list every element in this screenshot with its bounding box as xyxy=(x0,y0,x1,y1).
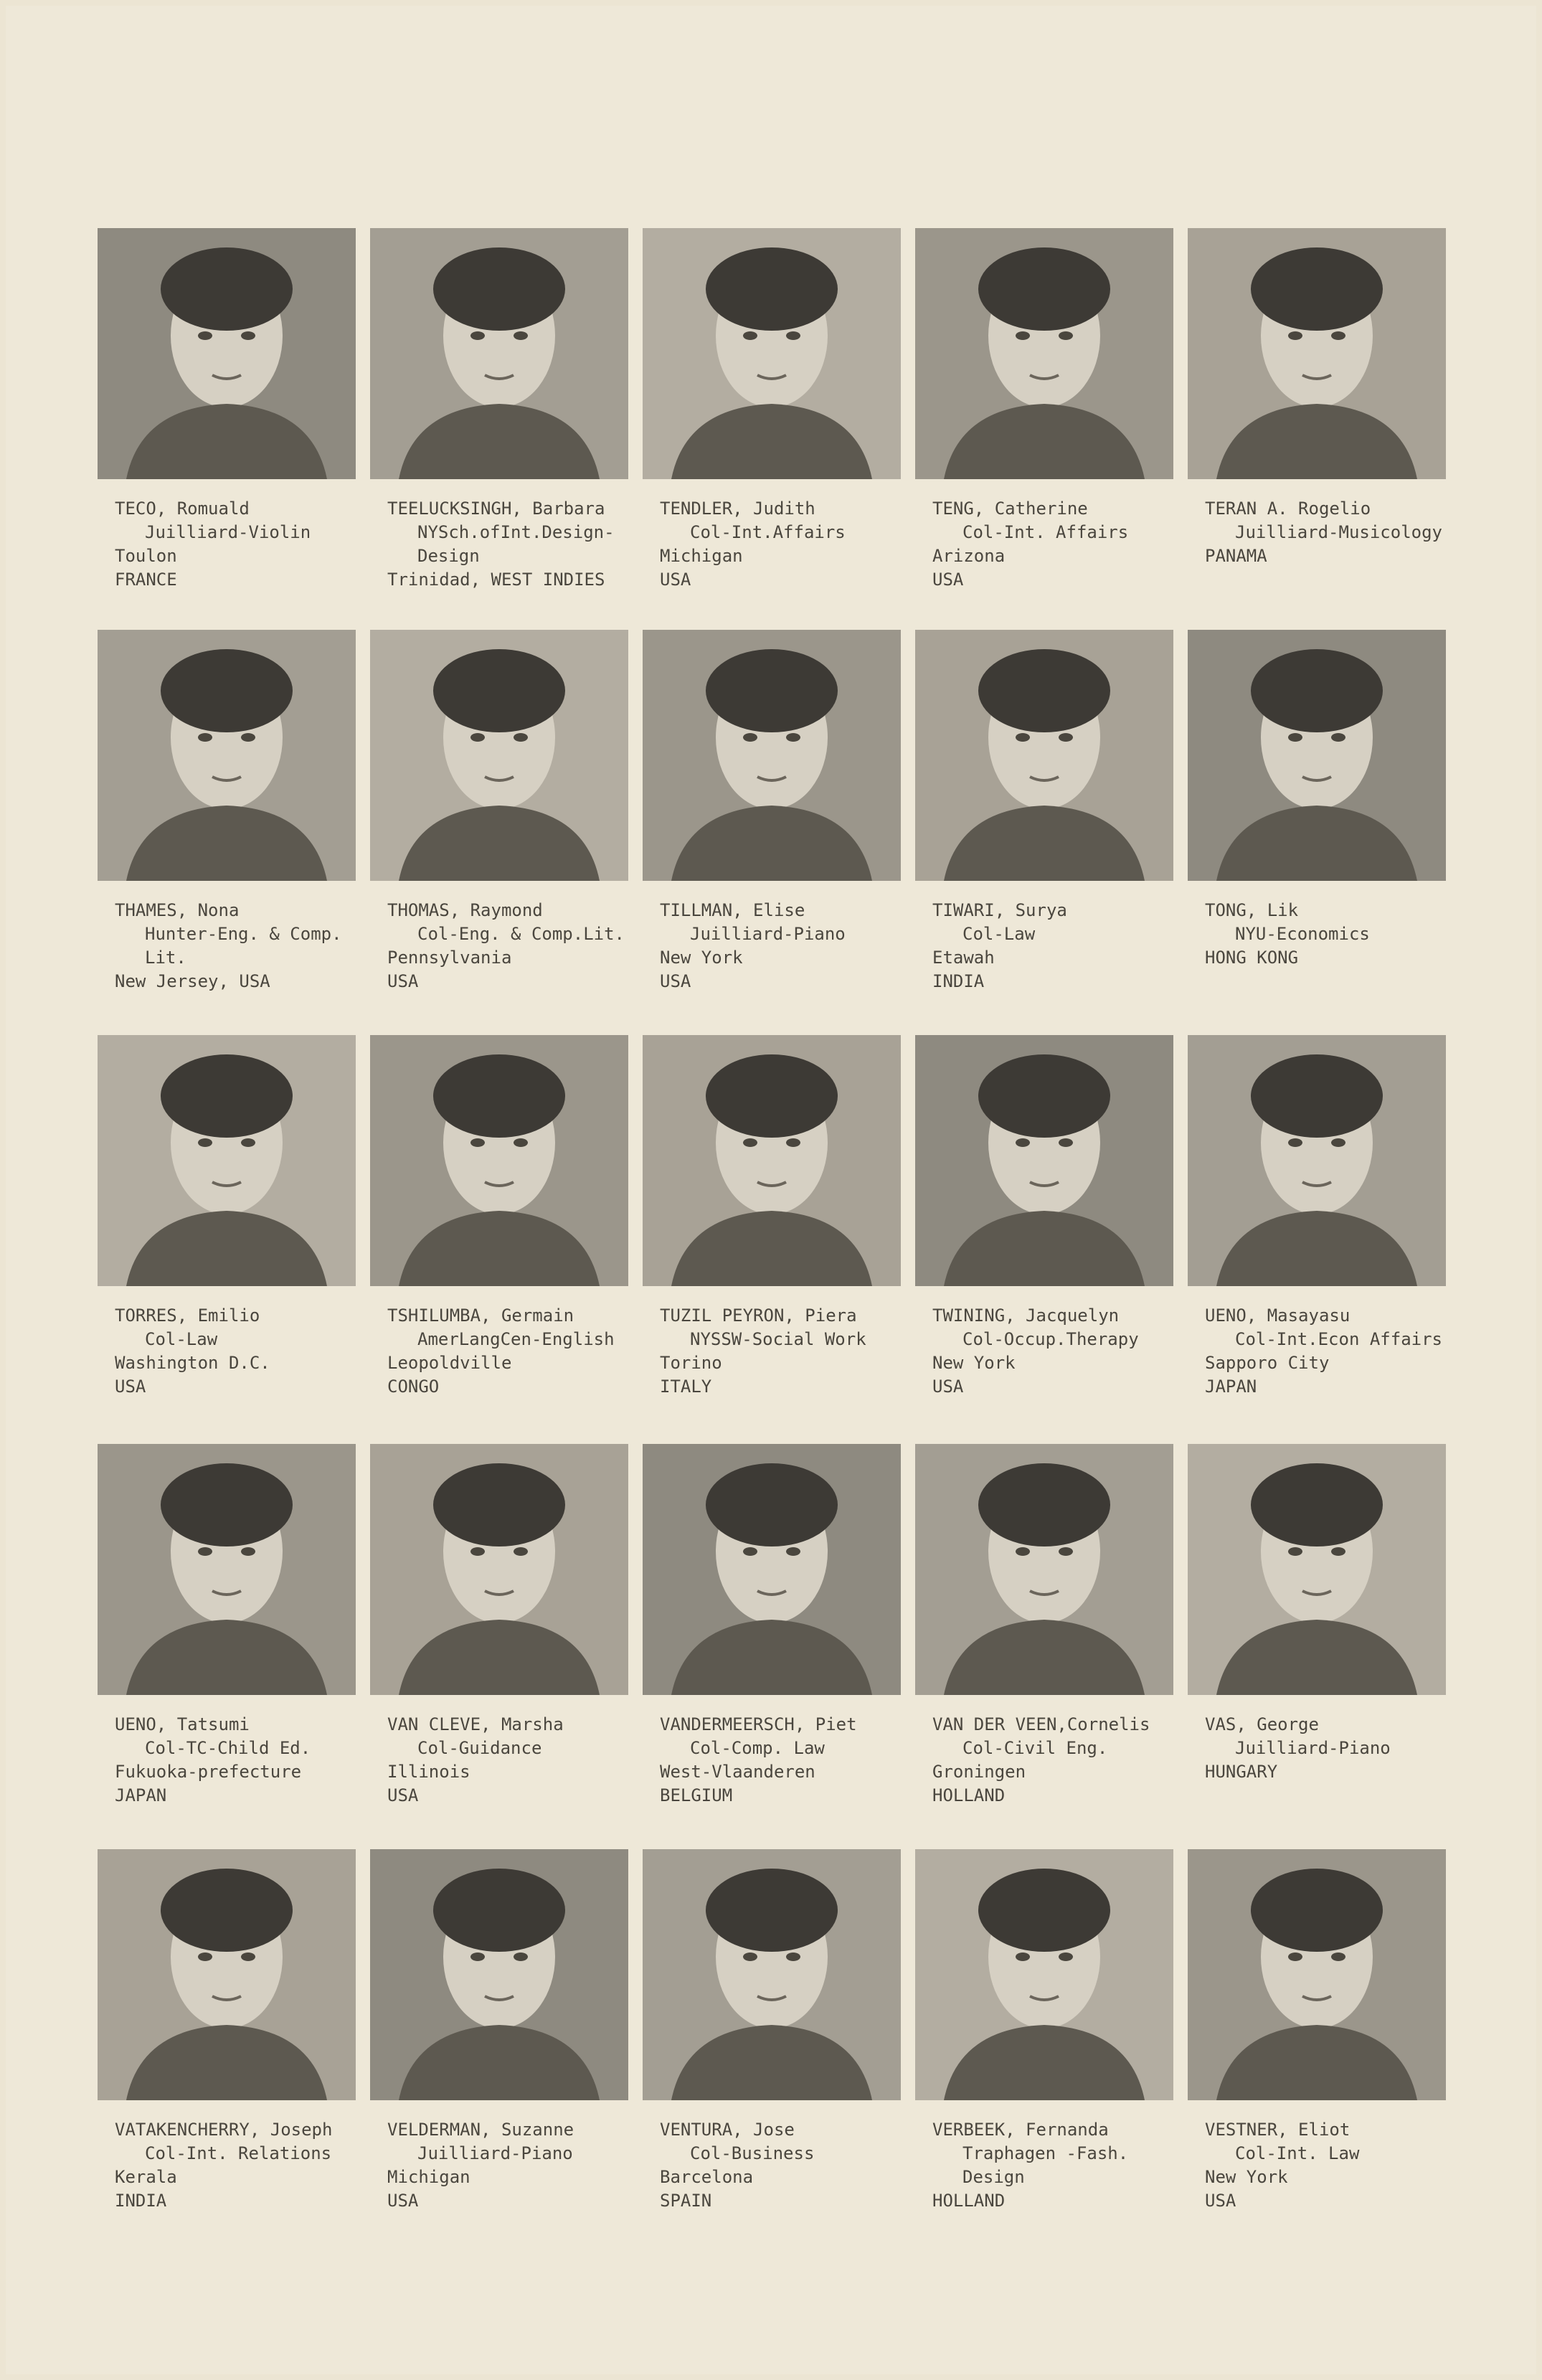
student-entry xyxy=(1188,1444,1446,1846)
portrait-photo xyxy=(915,1444,1173,1695)
student-caption xyxy=(660,1713,907,1808)
student-program: Hunter-Eng. & Comp. xyxy=(145,924,342,944)
student-program: Juilliard-Violin xyxy=(145,522,311,542)
yearbook-page xyxy=(6,6,1536,2374)
student-name: VENTURA, Jose xyxy=(660,2120,795,2140)
student-entry xyxy=(98,630,356,1031)
student-entry xyxy=(915,1444,1173,1846)
student-caption xyxy=(387,497,635,592)
student-caption xyxy=(115,1713,362,1808)
student-country: USA xyxy=(387,971,419,991)
student-caption xyxy=(1205,1713,1452,1784)
student-entry xyxy=(643,1849,901,2251)
student-name: TENG, Catherine xyxy=(932,499,1088,519)
student-entry xyxy=(370,1849,628,2251)
student-country: BELGIUM xyxy=(660,1785,733,1805)
student-caption xyxy=(660,899,907,993)
student-hometown: Kerala xyxy=(115,2167,177,2187)
student-program-cont: Lit. xyxy=(145,948,186,968)
student-name: VERBEEK, Fernanda xyxy=(932,2120,1109,2140)
portrait-photo xyxy=(915,1035,1173,1286)
portrait-photo xyxy=(643,1849,901,2100)
portrait-photo xyxy=(370,1035,628,1286)
portrait-photo xyxy=(1188,1849,1446,2100)
student-hometown: Michigan xyxy=(387,2167,470,2187)
student-hometown: Washington D.C. xyxy=(115,1353,270,1373)
student-name: TENDLER, Judith xyxy=(660,499,815,519)
student-name: VAS, George xyxy=(1205,1714,1319,1734)
portrait-photo xyxy=(643,1035,901,1286)
student-name: VANDERMEERSCH, Piet xyxy=(660,1714,857,1734)
student-entry xyxy=(915,630,1173,1031)
student-caption xyxy=(1205,497,1452,568)
student-program: Col-Eng. & Comp.Lit. xyxy=(417,924,625,944)
student-hometown: New York xyxy=(660,948,743,968)
student-country: CONGO xyxy=(387,1376,440,1397)
student-entry xyxy=(1188,1035,1446,1437)
student-name: TUZIL PEYRON, Piera xyxy=(660,1305,857,1326)
student-caption xyxy=(115,899,362,993)
student-entry xyxy=(98,1444,356,1846)
portrait-photo xyxy=(1188,1035,1446,1286)
student-hometown: Barcelona xyxy=(660,2167,754,2187)
portrait-photo xyxy=(915,1849,1173,2100)
student-hometown: Trinidad, WEST INDIES xyxy=(387,570,605,590)
student-program: Col-Law xyxy=(145,1329,218,1349)
student-name: TILLMAN, Elise xyxy=(660,900,805,920)
student-name: TONG, Lik xyxy=(1205,900,1299,920)
student-program: Col-Int.Affairs xyxy=(690,522,846,542)
student-program: NYU-Economics xyxy=(1235,924,1370,944)
student-hometown: Toulon xyxy=(115,546,177,566)
student-caption xyxy=(932,497,1180,592)
student-entry xyxy=(643,1444,901,1846)
student-country: USA xyxy=(1205,2191,1236,2211)
portrait-row xyxy=(98,228,1460,630)
student-program: Col-Occup.Therapy xyxy=(962,1329,1139,1349)
student-name: VAN CLEVE, Marsha xyxy=(387,1714,564,1734)
student-hometown: New York xyxy=(932,1353,1016,1373)
student-program: Col-Int. Affairs xyxy=(962,522,1129,542)
portrait-photo xyxy=(98,1849,356,2100)
student-hometown: New York xyxy=(1205,2167,1288,2187)
student-country: HUNGARY xyxy=(1205,1762,1278,1782)
student-name: VAN DER VEEN,Cornelis xyxy=(932,1714,1150,1734)
student-program: Col-Int.Econ Affairs xyxy=(1235,1329,1442,1349)
portrait-photo xyxy=(643,630,901,881)
portrait-photo xyxy=(370,1849,628,2100)
student-caption xyxy=(115,497,362,592)
student-country: INDIA xyxy=(932,971,985,991)
student-program-cont: Design xyxy=(962,2167,1025,2187)
student-program: Traphagen -Fash. xyxy=(962,2143,1129,2163)
student-country: ITALY xyxy=(660,1376,712,1397)
student-caption xyxy=(932,1304,1180,1399)
student-program: Col-Int. Law xyxy=(1235,2143,1360,2163)
student-program-cont: Design xyxy=(417,546,480,566)
student-country: HOLLAND xyxy=(932,1785,1006,1805)
student-country: FRANCE xyxy=(115,570,177,590)
portrait-photo xyxy=(1188,630,1446,881)
student-caption xyxy=(387,1713,635,1808)
student-caption xyxy=(660,497,907,592)
student-entry xyxy=(370,1035,628,1437)
student-entry xyxy=(915,1035,1173,1437)
student-program: Col-Int. Relations xyxy=(145,2143,332,2163)
portrait-photo xyxy=(98,630,356,881)
student-caption xyxy=(387,899,635,993)
portrait-grid xyxy=(98,228,1460,2237)
student-caption xyxy=(115,2118,362,2213)
student-caption xyxy=(660,2118,907,2213)
student-entry xyxy=(643,228,901,630)
student-program: Juilliard-Musicology xyxy=(1235,522,1442,542)
student-name: TECO, Romuald xyxy=(115,499,250,519)
student-entry xyxy=(915,228,1173,630)
portrait-photo xyxy=(98,228,356,479)
student-program: Col-Business xyxy=(690,2143,815,2163)
student-name: UENO, Tatsumi xyxy=(115,1714,250,1734)
student-country: JAPAN xyxy=(1205,1376,1257,1397)
student-caption xyxy=(932,2118,1180,2213)
student-entry xyxy=(643,1035,901,1437)
student-name: THOMAS, Raymond xyxy=(387,900,543,920)
student-name: VELDERMAN, Suzanne xyxy=(387,2120,574,2140)
student-entry xyxy=(643,630,901,1031)
student-hometown: Etawah xyxy=(932,948,995,968)
student-country: JAPAN xyxy=(115,1785,167,1805)
student-country: USA xyxy=(387,2191,419,2211)
student-country: INDIA xyxy=(115,2191,167,2211)
student-name: TIWARI, Surya xyxy=(932,900,1067,920)
student-country: SPAIN xyxy=(660,2191,712,2211)
student-hometown: New Jersey, USA xyxy=(115,971,270,991)
student-program: Col-Law xyxy=(962,924,1036,944)
portrait-photo xyxy=(915,228,1173,479)
student-program: NYSch.ofInt.Design- xyxy=(417,522,615,542)
student-country: USA xyxy=(387,1785,419,1805)
student-country: USA xyxy=(660,971,691,991)
portrait-photo xyxy=(1188,1444,1446,1695)
student-program: Col-Comp. Law xyxy=(690,1738,825,1758)
student-name: TWINING, Jacquelyn xyxy=(932,1305,1120,1326)
student-entry xyxy=(370,630,628,1031)
student-name: TEELUCKSINGH, Barbara xyxy=(387,499,605,519)
student-caption xyxy=(660,1304,907,1399)
student-hometown: Sapporo City xyxy=(1205,1353,1330,1373)
student-program: Juilliard-Piano xyxy=(690,924,846,944)
student-hometown: West-Vlaanderen xyxy=(660,1762,815,1782)
student-name: TORRES, Emilio xyxy=(115,1305,260,1326)
portrait-photo xyxy=(1188,228,1446,479)
student-country: USA xyxy=(932,570,964,590)
student-entry xyxy=(98,1035,356,1437)
portrait-photo xyxy=(915,630,1173,881)
portrait-row xyxy=(98,1849,1460,2251)
student-entry xyxy=(370,228,628,630)
student-entry xyxy=(370,1444,628,1846)
student-name: VESTNER, Eliot xyxy=(1205,2120,1351,2140)
student-caption xyxy=(1205,899,1452,970)
student-hometown: Fukuoka-prefecture xyxy=(115,1762,302,1782)
student-entry xyxy=(915,1849,1173,2251)
student-program: NYSSW-Social Work xyxy=(690,1329,866,1349)
student-hometown: Illinois xyxy=(387,1762,470,1782)
student-caption xyxy=(387,2118,635,2213)
student-hometown: Groningen xyxy=(932,1762,1026,1782)
student-entry xyxy=(1188,630,1446,1031)
portrait-photo xyxy=(98,1444,356,1695)
student-name: VATAKENCHERRY, Joseph xyxy=(115,2120,333,2140)
student-hometown: Arizona xyxy=(932,546,1006,566)
student-entry xyxy=(98,1849,356,2251)
student-entry xyxy=(1188,228,1446,630)
portrait-photo xyxy=(370,228,628,479)
student-program: Juilliard-Piano xyxy=(1235,1738,1391,1758)
student-hometown: Michigan xyxy=(660,546,743,566)
student-caption xyxy=(115,1304,362,1399)
portrait-row xyxy=(98,1035,1460,1437)
student-name: UENO, Masayasu xyxy=(1205,1305,1351,1326)
portrait-photo xyxy=(98,1035,356,1286)
student-country: USA xyxy=(115,1376,146,1397)
portrait-row xyxy=(98,1444,1460,1846)
student-program: Col-Civil Eng. xyxy=(962,1738,1108,1758)
student-country: HONG KONG xyxy=(1205,948,1299,968)
student-caption xyxy=(1205,1304,1452,1399)
portrait-photo xyxy=(643,1444,901,1695)
student-hometown: Pennsylvania xyxy=(387,948,512,968)
student-name: TSHILUMBA, Germain xyxy=(387,1305,574,1326)
student-country: HOLLAND xyxy=(932,2191,1006,2211)
student-caption xyxy=(387,1304,635,1399)
student-caption xyxy=(932,1713,1180,1808)
student-name: TERAN A. Rogelio xyxy=(1205,499,1371,519)
portrait-photo xyxy=(643,228,901,479)
portrait-photo xyxy=(370,630,628,881)
portrait-row xyxy=(98,630,1460,1031)
student-caption xyxy=(1205,2118,1452,2213)
student-country: PANAMA xyxy=(1205,546,1267,566)
student-entry xyxy=(1188,1849,1446,2251)
student-entry xyxy=(98,228,356,630)
student-program: Col-TC-Child Ed. xyxy=(145,1738,311,1758)
student-program: Col-Guidance xyxy=(417,1738,542,1758)
student-caption xyxy=(932,899,1180,993)
student-name: THAMES, Nona xyxy=(115,900,240,920)
student-program: AmerLangCen-English xyxy=(417,1329,615,1349)
portrait-photo xyxy=(370,1444,628,1695)
student-hometown: Leopoldville xyxy=(387,1353,512,1373)
student-program: Juilliard-Piano xyxy=(417,2143,573,2163)
student-hometown: Torino xyxy=(660,1353,722,1373)
student-country: USA xyxy=(660,570,691,590)
student-country: USA xyxy=(932,1376,964,1397)
